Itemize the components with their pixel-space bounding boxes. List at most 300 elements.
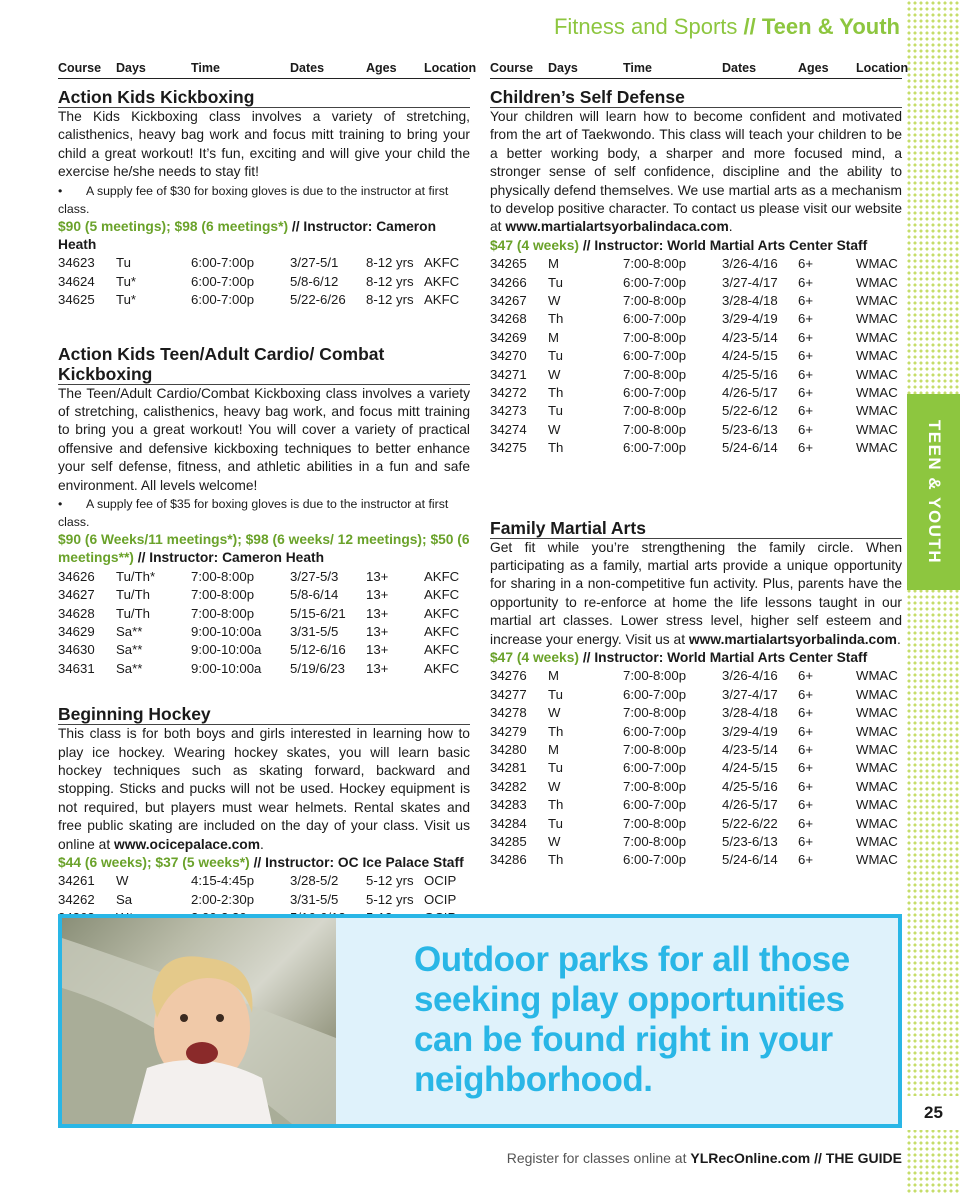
- schedule-cell-course: 34278: [490, 705, 527, 721]
- schedule-cell-days: W: [548, 293, 561, 309]
- schedule-cell-days: Tu: [548, 348, 563, 364]
- schedule-cell-time: 6:00-7:00p: [623, 440, 687, 456]
- schedule-cell-location: WMAC: [856, 797, 898, 813]
- schedule-cell-days: Sa**: [116, 642, 143, 658]
- schedule-cell-course: 34626: [58, 568, 95, 584]
- schedule-row: [58, 291, 470, 309]
- header-separator: //: [743, 14, 756, 39]
- schedule-cell-location: AKFC: [424, 273, 460, 289]
- schedule-cell-days: Tu: [548, 760, 563, 776]
- class-description: [490, 539, 902, 649]
- schedule-cell-days: Th: [548, 797, 564, 813]
- schedule-cell-location: WMAC: [856, 778, 898, 794]
- footer-register-text: Register for classes online at: [506, 1150, 687, 1166]
- schedule-cell-ages: 6+: [798, 833, 814, 849]
- schedule-cell-course: 34275: [490, 440, 527, 456]
- column-header-time: Time: [191, 61, 220, 75]
- schedule-row: [490, 741, 902, 759]
- schedule-cell-dates: 3/26-4/16: [722, 668, 778, 684]
- schedule-cell-dates: 4/24-5/15: [722, 760, 778, 776]
- page-header: [554, 14, 900, 40]
- class-description-text: Get fit while you’re strengthening the family circle. When participating as a family, martial arts provide a unique opportunity for sharing in a non-competitive fun activity. Plus, parents have the opportunity to re-enforce at home the life lessons taught in our martial art classes. Lower stress level, higher self esteem and increase your energy. Visit us at: [490, 539, 902, 647]
- schedule-cell-time: 2:00-2:30p: [191, 891, 255, 907]
- schedule-cell-course: 34285: [490, 833, 527, 849]
- class-fee: $44 (6 weeks); $37 (5 weeks*): [58, 855, 250, 871]
- schedule-cell-location: WMAC: [856, 348, 898, 364]
- column-header-dates: Dates: [722, 61, 757, 75]
- class-fee: $90 (6 Weeks/11 meetings*); $98 (6 weeks/ 12 meetings); $50 (6 meetings**): [58, 532, 470, 566]
- schedule-cell-time: 6:00-7:00p: [623, 797, 687, 813]
- schedule-cell-dates: 5/8-6/12: [290, 273, 339, 289]
- schedule-cell-course: 34628: [58, 605, 95, 621]
- schedule-row: [58, 254, 470, 272]
- schedule-cell-location: WMAC: [856, 723, 898, 739]
- schedule-cell-days: Tu/Th: [116, 605, 150, 621]
- schedule-cell-time: 7:00-8:00p: [623, 366, 687, 382]
- schedule-cell-days: Sa**: [116, 624, 143, 640]
- schedule-row: [490, 402, 902, 420]
- schedule-cell-days: W: [548, 421, 561, 437]
- schedule-cell-days: M: [548, 741, 559, 757]
- schedule-cell-dates: 4/26-5/17: [722, 797, 778, 813]
- footer-site-link[interactable]: YLRecOnline.com: [690, 1150, 811, 1166]
- schedule-cell-time: 6:00-7:00p: [623, 852, 687, 868]
- schedule-cell-ages: 13+: [366, 605, 389, 621]
- schedule-cell-course: 34627: [58, 587, 95, 603]
- schedule-cell-ages: 13+: [366, 624, 389, 640]
- schedule-row: [58, 623, 470, 641]
- column-header: [58, 60, 477, 79]
- schedule-cell-location: WMAC: [856, 741, 898, 757]
- schedule-cell-days: M: [548, 668, 559, 684]
- class-fee: $90 (5 meetings); $98 (6 meetings*): [58, 218, 289, 234]
- schedule-cell-course: 34629: [58, 624, 95, 640]
- schedule-cell-days: M: [548, 329, 559, 345]
- schedule-cell-location: WMAC: [856, 760, 898, 776]
- schedule-row: [490, 366, 902, 384]
- schedule-cell-days: Tu: [548, 274, 563, 290]
- supply-fee-note: • A supply fee of $30 for boxing gloves is due to the instructor at first class.: [58, 182, 470, 218]
- schedule-cell-time: 7:00-8:00p: [191, 568, 255, 584]
- schedule-cell-ages: 6+: [798, 852, 814, 868]
- schedule-cell-days: Sa: [116, 891, 133, 907]
- schedule-row: [58, 872, 470, 890]
- schedule-cell-days: W: [548, 366, 561, 382]
- schedule-cell-location: AKFC: [424, 587, 460, 603]
- schedule-cell-location: OCIP: [424, 873, 457, 889]
- schedule-cell-location: AKFC: [424, 255, 460, 271]
- schedule-cell-location: WMAC: [856, 833, 898, 849]
- schedule-row: [58, 586, 470, 604]
- class-title: Children’s Self Defense: [490, 87, 902, 108]
- column-header-ages: Ages: [798, 61, 829, 75]
- schedule-cell-time: 6:00-7:00p: [191, 273, 255, 289]
- schedule-cell-ages: 6+: [798, 366, 814, 382]
- schedule-cell-location: AKFC: [424, 292, 460, 308]
- schedule-cell-days: Sa**: [116, 660, 143, 676]
- decorative-dot-strip: [906, 0, 960, 1193]
- schedule-cell-days: W: [548, 833, 561, 849]
- schedule-cell-ages: 6+: [798, 440, 814, 456]
- schedule-cell-time: 4:15-4:45p: [191, 873, 255, 889]
- schedule-cell-dates: 4/23-5/14: [722, 741, 778, 757]
- schedule-cell-dates: 4/25-5/16: [722, 778, 778, 794]
- schedule-row: [490, 704, 902, 722]
- schedule-cell-ages: 6+: [798, 311, 814, 327]
- fee-and-instructor: [490, 649, 902, 667]
- schedule-cell-dates: 5/22-6/22: [722, 815, 778, 831]
- column-header-course: Course: [58, 61, 102, 75]
- schedule-cell-time: 7:00-8:00p: [623, 668, 687, 684]
- schedule-cell-time: 6:00-7:00p: [623, 686, 687, 702]
- schedule-cell-dates: 4/24-5/15: [722, 348, 778, 364]
- schedule-cell-dates: 3/28-4/18: [722, 293, 778, 309]
- schedule-row: [58, 660, 470, 678]
- class-description-text: The Teen/Adult Cardio/Combat Kickboxing class involves a variety of stretching, calisthenics, heavy bag work, and focus mitt training to bring you a great workout! You will cover a variety of practical offensive and defensive kickboxing techniques to better enhance your self defense, fitness, and athletic abilities in a fun and safe environment. All levels welcome!: [58, 385, 470, 493]
- fee-and-instructor: [58, 218, 470, 255]
- schedule-row: [58, 605, 470, 623]
- schedule-cell-course: 34266: [490, 274, 527, 290]
- schedule-cell-time: 9:00-10:00a: [191, 660, 262, 676]
- schedule-cell-dates: 3/29-4/19: [722, 723, 778, 739]
- schedule-cell-location: WMAC: [856, 293, 898, 309]
- schedule-row: [490, 759, 902, 777]
- schedule-cell-time: 7:00-8:00p: [623, 741, 687, 757]
- class-instructor: // Instructor: Cameron Heath: [137, 550, 325, 566]
- schedule-cell-course: 34277: [490, 686, 527, 702]
- class-title: Action Kids Teen/Adult Cardio/ Combat Kickboxing: [58, 344, 470, 385]
- schedule-cell-ages: 6+: [798, 384, 814, 400]
- class-instructor: // Instructor: Cameron Heath: [58, 218, 437, 253]
- class-description: [58, 725, 470, 854]
- schedule-row: [490, 347, 902, 365]
- section-side-tab: [907, 394, 960, 590]
- schedule-cell-ages: 6+: [798, 421, 814, 437]
- schedule-cell-location: AKFC: [424, 605, 460, 621]
- header-category: Fitness and Sports: [553, 14, 738, 39]
- schedule-cell-time: 6:00-7:00p: [623, 348, 687, 364]
- schedule-cell-course: 34631: [58, 660, 95, 676]
- schedule-cell-course: 34281: [490, 760, 527, 776]
- class-description: [58, 385, 470, 495]
- schedule-cell-ages: 8-12 yrs: [366, 292, 414, 308]
- schedule-cell-location: WMAC: [856, 421, 898, 437]
- schedule-cell-course: 34286: [490, 852, 527, 868]
- supply-fee-note: • A supply fee of $35 for boxing gloves is due to the instructor at first class.: [58, 495, 470, 531]
- schedule-cell-dates: 3/27-4/17: [722, 686, 778, 702]
- schedule-cell-ages: 6+: [798, 778, 814, 794]
- schedule-cell-course: 34274: [490, 421, 527, 437]
- schedule-row: [490, 384, 902, 402]
- schedule-cell-dates: 3/29-4/19: [722, 311, 778, 327]
- child-on-slide-photo: [62, 918, 336, 1124]
- schedule-cell-course: 34262: [58, 891, 95, 907]
- schedule-cell-location: WMAC: [856, 329, 898, 345]
- schedule-cell-dates: 4/23-5/14: [722, 329, 778, 345]
- schedule-cell-ages: 13+: [366, 587, 389, 603]
- schedule-cell-time: 7:00-8:00p: [623, 329, 687, 345]
- schedule-cell-time: 7:00-8:00p: [623, 403, 687, 419]
- url-period: .: [259, 836, 264, 852]
- class-description-text: This class is for both boys and girls interested in learning how to play ice hockey. Wearing hockey skates, you will learn basic hockey techniques such as skating forward, backward and stopping. Sticks and pucks will not be used. Hockey equipment is not required, but players must wear helmets. Rental skates and free public skating are included on the day of your class. Visit us online at: [58, 726, 470, 852]
- schedule-cell-course: 34624: [58, 273, 95, 289]
- schedule-cell-location: WMAC: [856, 311, 898, 327]
- schedule-cell-dates: 5/22-6/12: [722, 403, 778, 419]
- class-website-link[interactable]: www.ocicepalace.com: [114, 836, 260, 852]
- class-fee: $47 (4 weeks): [490, 649, 579, 665]
- schedule-cell-ages: 5-12 yrs: [366, 891, 414, 907]
- schedule-row: [490, 292, 902, 310]
- schedule-cell-course: 34625: [58, 292, 95, 308]
- schedule-row: [490, 667, 902, 685]
- schedule-cell-course: 34623: [58, 255, 95, 271]
- schedule-cell-ages: 6+: [798, 348, 814, 364]
- schedule-cell-time: 6:00-7:00p: [623, 384, 687, 400]
- schedule-cell-ages: 6+: [798, 760, 814, 776]
- schedule-row: [490, 723, 902, 741]
- schedule-cell-days: Tu: [548, 815, 563, 831]
- schedule-cell-course: 34273: [490, 403, 527, 419]
- class-description: [490, 108, 902, 237]
- url-period: .: [896, 631, 901, 647]
- class-instructor: // Instructor: OC Ice Palace Staff: [253, 855, 464, 871]
- page-number: 25: [907, 1096, 960, 1130]
- class-listing: [58, 704, 470, 946]
- schedule-row: [58, 891, 470, 909]
- schedule-cell-time: 6:00-7:00p: [623, 723, 687, 739]
- schedule-cell-time: 6:00-7:00p: [623, 274, 687, 290]
- side-tab-label: TEEN & YOUTH: [924, 419, 944, 565]
- schedule-row: [490, 778, 902, 796]
- schedule-cell-ages: 6+: [798, 256, 814, 272]
- fee-and-instructor: [490, 237, 902, 255]
- schedule-cell-time: 7:00-8:00p: [623, 705, 687, 721]
- schedule-row: [490, 851, 902, 869]
- left-column: [58, 60, 477, 946]
- column-header-location: Location: [856, 61, 909, 75]
- class-fee: $47 (4 weeks): [490, 237, 579, 253]
- schedule-cell-time: 7:00-8:00p: [623, 833, 687, 849]
- schedule-cell-time: 7:00-8:00p: [623, 293, 687, 309]
- schedule-cell-days: W: [548, 778, 561, 794]
- schedule-cell-time: 6:00-7:00p: [191, 255, 255, 271]
- header-section: Teen & Youth: [761, 14, 900, 39]
- schedule-row: [490, 310, 902, 328]
- schedule-cell-course: 34272: [490, 384, 527, 400]
- schedule-cell-course: 34261: [58, 873, 95, 889]
- schedule-row: [490, 421, 902, 439]
- schedule-cell-dates: 5/15-6/21: [290, 605, 346, 621]
- schedule-row: [490, 255, 902, 273]
- class-instructor: // Instructor: World Martial Arts Center Staff: [582, 237, 868, 253]
- schedule-cell-time: 9:00-10:00a: [191, 624, 262, 640]
- schedule-cell-dates: 4/25-5/16: [722, 366, 778, 382]
- fee-and-instructor: [58, 531, 470, 568]
- schedule-cell-days: Tu/Th: [116, 587, 150, 603]
- schedule-cell-ages: 5-12 yrs: [366, 873, 414, 889]
- schedule-cell-ages: 6+: [798, 293, 814, 309]
- schedule-cell-course: 34268: [490, 311, 527, 327]
- schedule-cell-dates: 3/28-4/18: [722, 705, 778, 721]
- url-period: .: [728, 219, 733, 235]
- schedule-cell-location: AKFC: [424, 624, 460, 640]
- schedule-cell-time: 7:00-8:00p: [623, 421, 687, 437]
- class-instructor: // Instructor: World Martial Arts Center Staff: [582, 649, 868, 665]
- class-description: [58, 108, 470, 182]
- schedule-cell-dates: 3/28-5/2: [290, 873, 339, 889]
- column-header-days: Days: [548, 61, 578, 75]
- schedule-cell-course: 34276: [490, 668, 527, 684]
- schedule-cell-time: 7:00-8:00p: [623, 256, 687, 272]
- schedule-cell-days: Tu: [548, 403, 563, 419]
- schedule-cell-days: M: [548, 256, 559, 272]
- schedule-cell-ages: 6+: [798, 705, 814, 721]
- schedule-cell-dates: 3/27-4/17: [722, 274, 778, 290]
- promo-banner: [58, 914, 902, 1128]
- schedule-row: [490, 833, 902, 851]
- class-listing: [58, 344, 470, 679]
- class-website-link[interactable]: www.martialartsyorbalindaca.com: [505, 219, 729, 235]
- column-header-time: Time: [623, 61, 652, 75]
- schedule-cell-time: 6:00-7:00p: [191, 292, 255, 308]
- schedule-cell-course: 34270: [490, 348, 527, 364]
- fee-and-instructor: [58, 854, 470, 872]
- schedule-cell-ages: 13+: [366, 568, 389, 584]
- schedule-cell-course: 34269: [490, 329, 527, 345]
- schedule-cell-days: Tu: [548, 686, 563, 702]
- footer-guide-label: // THE GUIDE: [814, 1150, 902, 1166]
- schedule-cell-days: Th: [548, 384, 564, 400]
- schedule-cell-location: WMAC: [856, 686, 898, 702]
- schedule-cell-course: 34265: [490, 256, 527, 272]
- schedule-cell-ages: 6+: [798, 274, 814, 290]
- schedule-cell-dates: 3/26-4/16: [722, 256, 778, 272]
- schedule-cell-ages: 6+: [798, 797, 814, 813]
- class-description-text: The Kids Kickboxing class involves a variety of stretching, calisthenics, heavy bag work and focus mitt training to bring your child a great workout! It’s fun, exciting and will give your child the exercise he/she needs to stay fit!: [58, 109, 470, 180]
- schedule-cell-course: 34284: [490, 815, 527, 831]
- promo-headline: Outdoor parks for all those seeking play opportunities can be found right in your neighborhood.: [414, 940, 850, 1099]
- schedule-cell-location: WMAC: [856, 705, 898, 721]
- schedule-cell-dates: 5/22-6/26: [290, 292, 346, 308]
- schedule-cell-ages: 6+: [798, 668, 814, 684]
- schedule-cell-course: 34280: [490, 741, 527, 757]
- schedule-cell-days: Th: [548, 440, 564, 456]
- schedule-cell-ages: 6+: [798, 723, 814, 739]
- schedule-row: [490, 815, 902, 833]
- schedule-row: [490, 329, 902, 347]
- schedule-row: [490, 796, 902, 814]
- schedule-cell-location: WMAC: [856, 366, 898, 382]
- schedule-cell-location: WMAC: [856, 274, 898, 290]
- schedule-cell-dates: 3/31-5/5: [290, 624, 339, 640]
- schedule-cell-location: OCIP: [424, 891, 457, 907]
- class-listing: [490, 518, 902, 870]
- schedule-cell-days: Tu*: [116, 292, 137, 308]
- photo-illustration: [62, 918, 336, 1124]
- schedule-cell-ages: 8-12 yrs: [366, 255, 414, 271]
- schedule-cell-location: WMAC: [856, 668, 898, 684]
- schedule-cell-dates: 5/8-6/14: [290, 587, 339, 603]
- column-header-dates: Dates: [290, 61, 325, 75]
- schedule-cell-location: AKFC: [424, 568, 460, 584]
- schedule-row: [490, 686, 902, 704]
- schedule-cell-days: Tu*: [116, 273, 137, 289]
- schedule-cell-ages: 8-12 yrs: [366, 273, 414, 289]
- column-header: [490, 60, 909, 79]
- schedule-cell-dates: 3/27-5/3: [290, 568, 339, 584]
- schedule-cell-course: 34630: [58, 642, 95, 658]
- schedule-cell-days: W: [116, 873, 129, 889]
- schedule-cell-course: 34267: [490, 293, 527, 309]
- schedule-row: [490, 274, 902, 292]
- right-column: [490, 60, 909, 870]
- schedule-cell-ages: 6+: [798, 741, 814, 757]
- schedule-cell-time: 6:00-7:00p: [623, 311, 687, 327]
- schedule-cell-time: 9:00-10:00a: [191, 642, 262, 658]
- schedule-cell-days: Th: [548, 723, 564, 739]
- schedule-cell-days: Th: [548, 852, 564, 868]
- column-header-days: Days: [116, 61, 146, 75]
- schedule-cell-ages: 13+: [366, 642, 389, 658]
- schedule-row: [58, 273, 470, 291]
- class-website-link[interactable]: www.martialartsyorbalinda.com: [688, 631, 897, 647]
- class-listing: [490, 87, 902, 458]
- schedule-cell-dates: 5/24-6/14: [722, 440, 778, 456]
- class-title: Action Kids Kickboxing: [58, 87, 470, 108]
- column-header-ages: Ages: [366, 61, 397, 75]
- class-title: Beginning Hockey: [58, 704, 470, 725]
- schedule-cell-ages: 6+: [798, 815, 814, 831]
- schedule-row: [58, 641, 470, 659]
- schedule-cell-location: WMAC: [856, 403, 898, 419]
- column-header-location: Location: [424, 61, 477, 75]
- schedule-cell-ages: 6+: [798, 329, 814, 345]
- column-header-course: Course: [490, 61, 534, 75]
- schedule-cell-course: 34283: [490, 797, 527, 813]
- class-title: Family Martial Arts: [490, 518, 902, 539]
- schedule-cell-time: 7:00-8:00p: [191, 605, 255, 621]
- schedule-cell-ages: 13+: [366, 660, 389, 676]
- schedule-cell-ages: 6+: [798, 686, 814, 702]
- schedule-cell-location: AKFC: [424, 660, 460, 676]
- schedule-row: [490, 439, 902, 457]
- schedule-cell-ages: 6+: [798, 403, 814, 419]
- class-listing: [58, 87, 470, 310]
- schedule-cell-time: 6:00-7:00p: [623, 760, 687, 776]
- schedule-cell-days: W: [548, 705, 561, 721]
- schedule-cell-dates: 5/23-6/13: [722, 421, 778, 437]
- schedule-cell-dates: 5/19/6/23: [290, 660, 345, 676]
- schedule-cell-course: 34279: [490, 723, 527, 739]
- schedule-cell-days: Th: [548, 311, 564, 327]
- schedule-cell-dates: 4/26-5/17: [722, 384, 778, 400]
- schedule-cell-time: 7:00-8:00p: [623, 815, 687, 831]
- schedule-cell-dates: 3/27-5/1: [290, 255, 339, 271]
- schedule-cell-course: 34282: [490, 778, 527, 794]
- schedule-cell-dates: 5/23-6/13: [722, 833, 778, 849]
- schedule-cell-location: WMAC: [856, 815, 898, 831]
- page-footer: [507, 1150, 902, 1166]
- schedule-cell-location: WMAC: [856, 384, 898, 400]
- schedule-cell-dates: 5/12-6/16: [290, 642, 346, 658]
- schedule-cell-location: WMAC: [856, 440, 898, 456]
- schedule-cell-location: AKFC: [424, 642, 460, 658]
- schedule-cell-location: WMAC: [856, 256, 898, 272]
- schedule-cell-time: 7:00-8:00p: [191, 587, 255, 603]
- schedule-cell-days: Tu: [116, 255, 131, 271]
- schedule-cell-course: 34271: [490, 366, 527, 382]
- class-description-text: Your children will learn how to become confident and motivated from the art of Taekwondo. This class will teach your children to be a better working body, a sharper and more focused mind, a stronger sense of self confidence, discipline and the ability to physically defend themselves. We use martial arts as a mechanism to develop positive character. To contact us please visit our website at: [490, 109, 902, 235]
